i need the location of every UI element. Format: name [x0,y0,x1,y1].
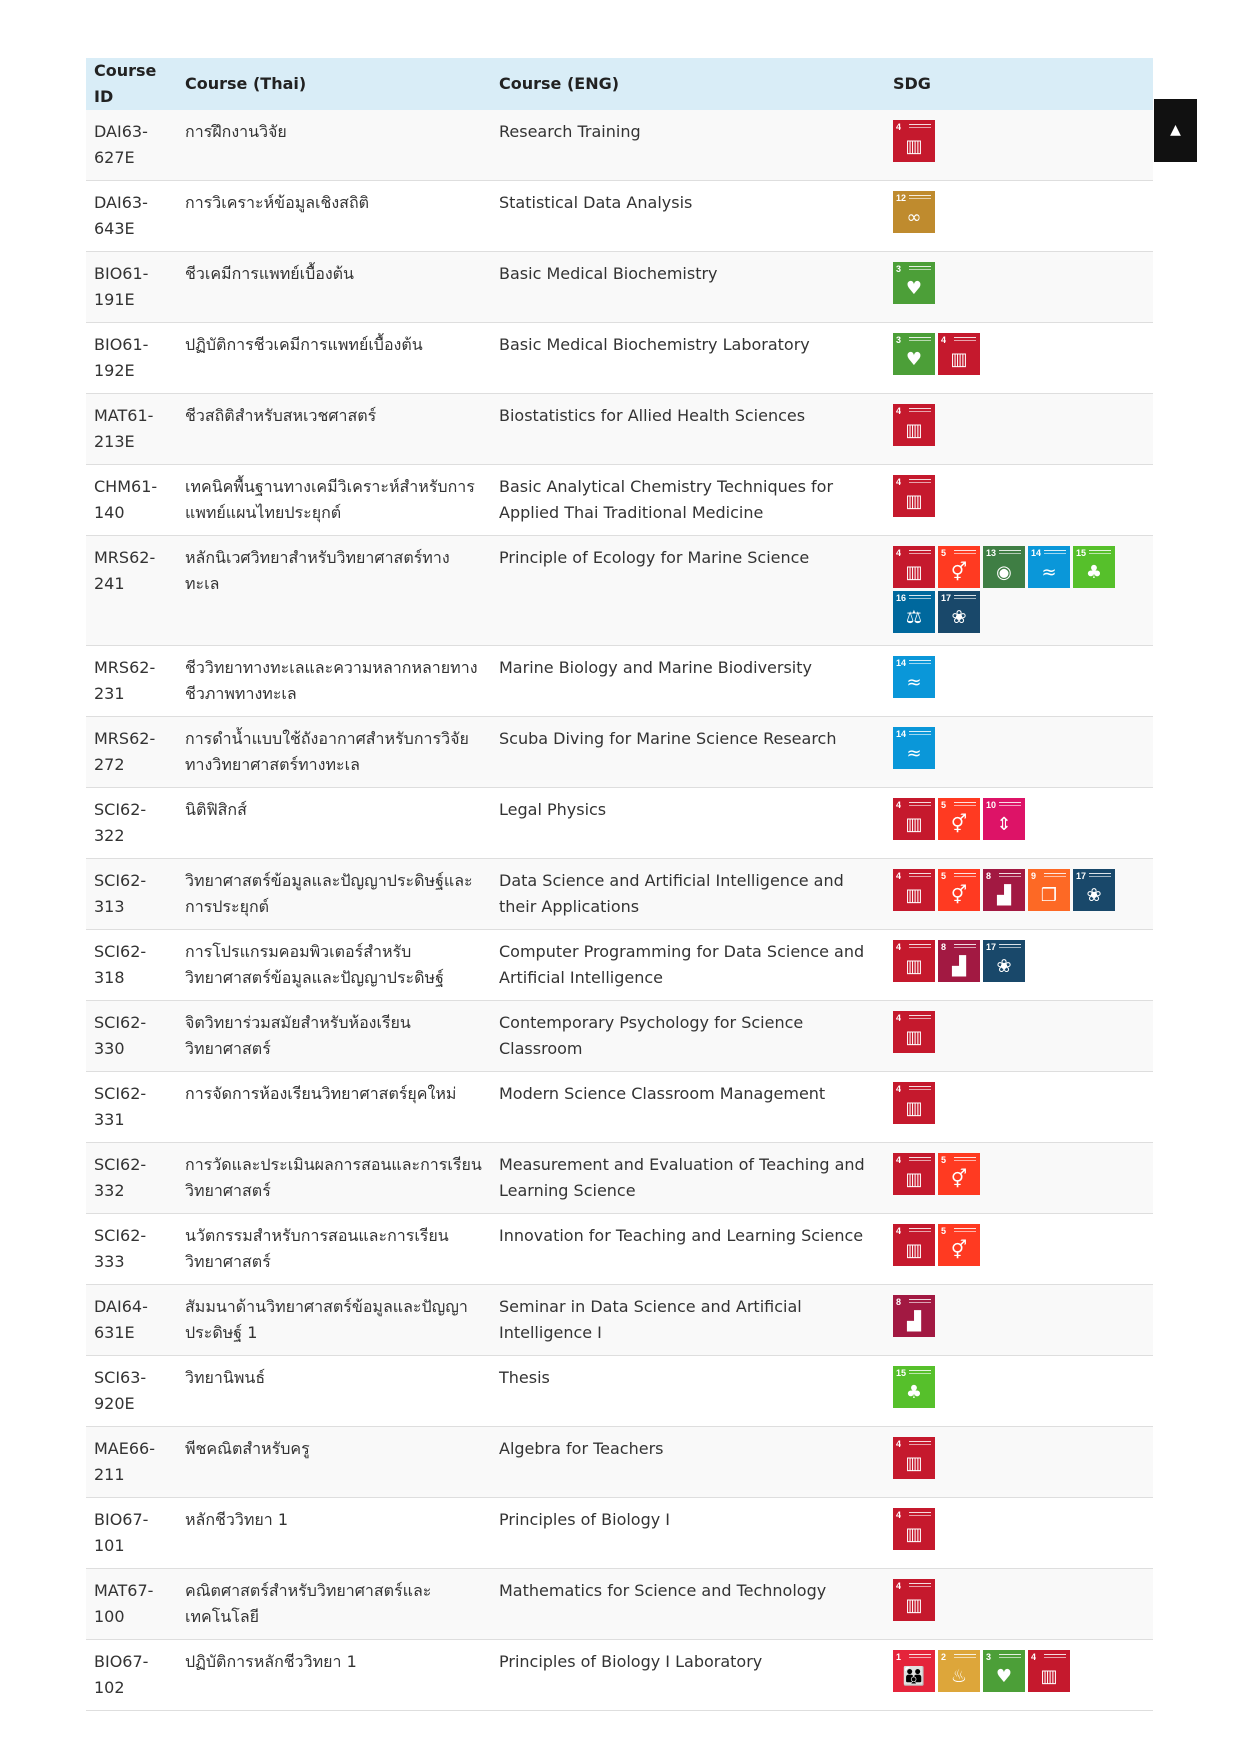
table-row [86,859,1153,930]
sdg-number: 8 [896,1297,902,1307]
sdg-number: 4 [896,871,902,881]
sdg-4-book-pencil-icon [893,1579,935,1621]
table-row [86,1640,1153,1711]
gender-equality-icon: ⚥ [950,562,968,583]
growth-chart-icon: ▟ [997,885,1011,906]
table-row [86,646,1153,717]
bowl-icon: ♨ [950,1666,968,1687]
sdg-number: 8 [941,942,947,952]
course-id-cell: DAI63-643E [86,181,177,252]
course-id-cell: MRS62-231 [86,646,177,717]
table-row [86,252,1153,323]
sdg-5-gender-equality-icon [938,546,980,588]
course-thai-cell: จิตวิทยาร่วมสมัยสำหรับห้องเรียนวิทยาศาสตร์ [177,1001,491,1072]
sdg-3-heartbeat-icon [983,1650,1025,1692]
sdg-caption-lines [999,873,1021,877]
gender-equality-icon: ⚥ [950,885,968,906]
growth-chart-icon: ▟ [952,956,966,977]
sdg-12-infinity-icon [893,191,935,233]
course-thai-cell: ชีววิทยาทางทะเลและความหลากหลายทางชีวภาพทางทะเล [177,646,491,717]
book-pencil-icon: ▥ [905,136,923,157]
eye-globe-icon: ◉ [996,562,1012,583]
sdg-number: 4 [1031,1652,1037,1662]
sdg-8-growth-chart-icon [983,869,1025,911]
courses-table [86,58,1153,1711]
sdg-number: 4 [896,1439,902,1449]
sdg-icons-cell [885,1143,1153,1214]
sdg-icons-cell [885,1072,1153,1143]
course-eng-cell: Data Science and Artificial Intelligence and their Applications [491,859,885,930]
sdg-icons-cell [885,110,1153,181]
course-id-cell: MRS62-272 [86,717,177,788]
table-row [86,788,1153,859]
header-course-id: Course ID [86,58,177,110]
sdg-caption-lines [999,550,1021,554]
sdg-5-gender-equality-icon [938,1224,980,1266]
sdg-3-heartbeat-icon [893,333,935,375]
sdg-15-tree-bird-icon [893,1366,935,1408]
sdg-caption-lines [1044,550,1066,554]
course-thai-cell: การดำน้ำแบบใช้ถังอากาศสำหรับการวิจัยทางวิทยาศาสตร์ทางทะเล [177,717,491,788]
sdg-number: 14 [896,729,907,739]
course-thai-cell: การโปรแกรมคอมพิวเตอร์สำหรับวิทยาศาสตร์ข้อมูลและปัญญาประดิษฐ์ [177,930,491,1001]
sdg-4-book-pencil-icon [893,1082,935,1124]
book-pencil-icon: ▥ [905,1453,923,1474]
course-id-cell: DAI63-627E [86,110,177,181]
table-row [86,181,1153,252]
course-eng-cell: Basic Medical Biochemistry [491,252,885,323]
course-id-cell: MAE66-211 [86,1427,177,1498]
sdg-icons-cell [885,788,1153,859]
table-header [86,58,1153,110]
sdg-caption-lines [909,1441,931,1445]
scroll-to-top-button[interactable] [1154,99,1197,162]
sdg-number: 5 [941,1226,947,1236]
sdg-number: 10 [986,800,997,810]
book-pencil-icon: ▥ [905,1595,923,1616]
sdg-caption-lines [909,408,931,412]
dove-gavel-icon: ⚖ [905,607,923,628]
sdg-caption-lines [954,1654,976,1658]
family-icon: 👪 [902,1666,926,1687]
course-thai-cell: นวัตกรรมสำหรับการสอนและการเรียนวิทยาศาสตร์ [177,1214,491,1285]
sdg-number: 9 [1031,871,1037,881]
rings-icon: ❀ [996,956,1012,977]
course-id-cell: MAT61-213E [86,394,177,465]
chevron-up-icon: ▲ [1170,122,1181,138]
sdg-4-book-pencil-icon [893,1153,935,1195]
table-row [86,110,1153,181]
sdg-number: 4 [896,122,902,132]
sdg-icons-cell [885,646,1153,717]
course-thai-cell: สัมมนาด้านวิทยาศาสตร์ข้อมูลและปัญญาประดิษฐ์ 1 [177,1285,491,1356]
course-eng-cell: Mathematics for Science and Technology [491,1569,885,1640]
course-eng-cell: Thesis [491,1356,885,1427]
sdg-caption-lines [909,1015,931,1019]
sdg-caption-lines [909,337,931,341]
header-course-thai: Course (Thai) [177,58,491,110]
sdg-2-bowl-icon [938,1650,980,1692]
cubes-icon: ❒ [1040,885,1058,906]
header-course-eng: Course (ENG) [491,58,885,110]
sdg-number: 16 [896,593,907,603]
sdg-4-book-pencil-icon [893,869,935,911]
table-body [86,110,1153,1711]
course-eng-cell: Algebra for Teachers [491,1427,885,1498]
sdg-caption-lines [909,802,931,806]
sdg-number: 15 [896,1368,907,1378]
sdg-caption-lines [909,595,931,599]
sdg-number: 12 [896,193,907,203]
sdg-caption-lines [909,731,931,735]
sdg-caption-lines [954,1228,976,1232]
course-id-cell: SCI62-318 [86,930,177,1001]
table-row [86,717,1153,788]
sdg-number: 4 [896,1226,902,1236]
sdg-4-book-pencil-icon [893,120,935,162]
sdg-number: 2 [941,1652,947,1662]
sdg-number: 17 [941,593,952,603]
course-eng-cell: Basic Medical Biochemistry Laboratory [491,323,885,394]
sdg-number: 4 [896,1084,902,1094]
book-pencil-icon: ▥ [950,349,968,370]
sdg-number: 13 [986,548,997,558]
sdg-icons-cell [885,859,1153,930]
course-id-cell: BIO67-101 [86,1498,177,1569]
course-thai-cell: วิทยานิพนธ์ [177,1356,491,1427]
sdg-number: 3 [896,335,902,345]
sdg-caption-lines [909,1370,931,1374]
book-pencil-icon: ▥ [905,420,923,441]
header-row [86,58,1153,110]
sdg-16-dove-gavel-icon [893,591,935,633]
course-thai-cell: การวิเคราะห์ข้อมูลเชิงสถิติ [177,181,491,252]
sdg-number: 15 [1076,548,1087,558]
course-eng-cell: Legal Physics [491,788,885,859]
course-id-cell: CHM61-140 [86,465,177,536]
sdg-3-heartbeat-icon [893,262,935,304]
table-row [86,465,1153,536]
sdg-number: 5 [941,871,947,881]
sdg-caption-lines [999,802,1021,806]
growth-chart-icon: ▟ [907,1311,921,1332]
heartbeat-icon: ♥ [995,1666,1013,1687]
sdg-caption-lines [909,266,931,270]
sdg-number: 14 [1031,548,1042,558]
course-eng-cell: Seminar in Data Science and Artificial Intelligence I [491,1285,885,1356]
sdg-14-fish-icon [893,656,935,698]
sdg-caption-lines [909,1228,931,1232]
sdg-number: 1 [896,1652,902,1662]
sdg-caption-lines [909,944,931,948]
sdg-5-gender-equality-icon [938,1153,980,1195]
course-thai-cell: คณิตศาสตร์สำหรับวิทยาศาสตร์และเทคโนโลยี [177,1569,491,1640]
course-id-cell: SCI62-313 [86,859,177,930]
sdg-caption-lines [954,944,976,948]
sdg-icons-cell [885,1498,1153,1569]
sdg-number: 4 [896,800,902,810]
sdg-5-gender-equality-icon [938,869,980,911]
sdg-icons-cell [885,252,1153,323]
table-row [86,1285,1153,1356]
sdg-icons-cell [885,1214,1153,1285]
sdg-number: 4 [896,548,902,558]
sdg-caption-lines [909,479,931,483]
table-row [86,394,1153,465]
sdg-icons-cell [885,181,1153,252]
course-thai-cell: ปฏิบัติการชีวเคมีการแพทย์เบื้องต้น [177,323,491,394]
sdg-icons-cell [885,536,1153,646]
sdg-caption-lines [909,1654,931,1658]
sdg-number: 4 [941,335,947,345]
course-thai-cell: พีชคณิตสำหรับครู [177,1427,491,1498]
table-row [86,1072,1153,1143]
gender-equality-icon: ⚥ [950,1240,968,1261]
fish-icon: ≈ [1041,562,1057,583]
table-row [86,536,1153,646]
sdg-icons-cell [885,1569,1153,1640]
sdg-icons-cell [885,930,1153,1001]
book-pencil-icon: ▥ [905,885,923,906]
sdg-4-book-pencil-icon [893,1437,935,1479]
sdg-17-rings-icon [1073,869,1115,911]
book-pencil-icon: ▥ [905,1027,923,1048]
sdg-caption-lines [1044,873,1066,877]
sdg-icons-cell [885,394,1153,465]
sdg-caption-lines [999,944,1021,948]
sdg-caption-lines [909,873,931,877]
sdg-caption-lines [909,660,931,664]
sdg-caption-lines [909,1299,931,1303]
course-thai-cell: การวัดและประเมินผลการสอนและการเรียนวิทยาศาสตร์ [177,1143,491,1214]
book-pencil-icon: ▥ [905,814,923,835]
course-thai-cell: ชีวสถิติสำหรับสหเวชศาสตร์ [177,394,491,465]
sdg-caption-lines [954,873,976,877]
sdg-caption-lines [954,595,976,599]
gender-equality-icon: ⚥ [950,814,968,835]
course-eng-cell: Principles of Biology I Laboratory [491,1640,885,1711]
sdg-14-fish-icon [893,727,935,769]
course-eng-cell: Principles of Biology I [491,1498,885,1569]
fish-icon: ≈ [906,672,922,693]
sdg-10-equality-arrows-icon [983,798,1025,840]
sdg-caption-lines [1089,550,1111,554]
sdg-4-book-pencil-icon [893,940,935,982]
course-id-cell: BIO61-191E [86,252,177,323]
sdg-4-book-pencil-icon [893,1011,935,1053]
sdg-icons-cell [885,1285,1153,1356]
sdg-icons-cell [885,323,1153,394]
sdg-4-book-pencil-icon [1028,1650,1070,1692]
sdg-caption-lines [1089,873,1111,877]
sdg-number: 4 [896,1581,902,1591]
sdg-1-family-icon [893,1650,935,1692]
sdg-number: 5 [941,1155,947,1165]
sdg-number: 8 [986,871,992,881]
course-eng-cell: Measurement and Evaluation of Teaching and Learning Science [491,1143,885,1214]
table-row [86,930,1153,1001]
heartbeat-icon: ♥ [905,278,923,299]
table-row [86,1143,1153,1214]
gender-equality-icon: ⚥ [950,1169,968,1190]
book-pencil-icon: ▥ [905,1524,923,1545]
sdg-number: 4 [896,1510,902,1520]
book-pencil-icon: ▥ [905,562,923,583]
book-pencil-icon: ▥ [905,1098,923,1119]
sdg-4-book-pencil-icon [893,404,935,446]
course-eng-cell: Marine Biology and Marine Biodiversity [491,646,885,717]
course-thai-cell: เทคนิคพื้นฐานทางเคมีวิเคราะห์สำหรับการแพทย์แผนไทยประยุกต์ [177,465,491,536]
rings-icon: ❀ [1086,885,1102,906]
book-pencil-icon: ▥ [905,1240,923,1261]
table-row [86,1214,1153,1285]
sdg-number: 5 [941,800,947,810]
course-eng-cell: Principle of Ecology for Marine Science [491,536,885,646]
sdg-number: 3 [986,1652,992,1662]
course-eng-cell: Biostatistics for Allied Health Sciences [491,394,885,465]
course-id-cell: SCI62-330 [86,1001,177,1072]
table-row [86,1001,1153,1072]
sdg-caption-lines [1044,1654,1066,1658]
infinity-icon: ∞ [906,207,922,228]
sdg-8-growth-chart-icon [938,940,980,982]
sdg-13-eye-globe-icon [983,546,1025,588]
table-row [86,323,1153,394]
course-thai-cell: ปฏิบัติการหลักชีววิทยา 1 [177,1640,491,1711]
sdg-number: 14 [896,658,907,668]
sdg-caption-lines [999,1654,1021,1658]
sdg-4-book-pencil-icon [893,1508,935,1550]
course-eng-cell: Contemporary Psychology for Science Classroom [491,1001,885,1072]
sdg-caption-lines [954,802,976,806]
sdg-caption-lines [909,1583,931,1587]
table-row [86,1356,1153,1427]
sdg-number: 4 [896,942,902,952]
course-thai-cell: ชีวเคมีการแพทย์เบื้องต้น [177,252,491,323]
sdg-number: 4 [896,406,902,416]
course-id-cell: BIO61-192E [86,323,177,394]
sdg-14-fish-icon [1028,546,1070,588]
tree-bird-icon: ♣ [905,1382,923,1403]
sdg-4-book-pencil-icon [893,546,935,588]
sdg-4-book-pencil-icon [893,798,935,840]
sdg-number: 17 [1076,871,1087,881]
sdg-icons-cell [885,1356,1153,1427]
course-eng-cell: Basic Analytical Chemistry Techniques for Applied Thai Traditional Medicine [491,465,885,536]
sdg-caption-lines [909,550,931,554]
sdg-4-book-pencil-icon [893,1224,935,1266]
sdg-icons-cell [885,717,1153,788]
sdg-caption-lines [909,195,931,199]
course-eng-cell: Statistical Data Analysis [491,181,885,252]
sdg-caption-lines [954,337,976,341]
course-thai-cell: วิทยาศาสตร์ข้อมูลและปัญญาประดิษฐ์และการประยุกต์ [177,859,491,930]
sdg-icons-cell [885,465,1153,536]
tree-bird-icon: ♣ [1085,562,1103,583]
course-id-cell: SCI63-920E [86,1356,177,1427]
sdg-number: 4 [896,477,902,487]
course-thai-cell: การฝึกงานวิจัย [177,110,491,181]
course-id-cell: MAT67-100 [86,1569,177,1640]
sdg-caption-lines [909,1512,931,1516]
sdg-8-growth-chart-icon [893,1295,935,1337]
book-pencil-icon: ▥ [905,1169,923,1190]
course-id-cell: SCI62-322 [86,788,177,859]
course-id-cell: SCI62-333 [86,1214,177,1285]
sdg-9-cubes-icon [1028,869,1070,911]
sdg-number: 3 [896,264,902,274]
table-row [86,1427,1153,1498]
course-id-cell: SCI62-331 [86,1072,177,1143]
course-id-cell: MRS62-241 [86,536,177,646]
course-thai-cell: นิติฟิสิกส์ [177,788,491,859]
sdg-number: 17 [986,942,997,952]
course-thai-cell: การจัดการห้องเรียนวิทยาศาสตร์ยุคใหม่ [177,1072,491,1143]
sdg-4-book-pencil-icon [938,333,980,375]
heartbeat-icon: ♥ [905,349,923,370]
table-row [86,1498,1153,1569]
book-pencil-icon: ▥ [905,956,923,977]
sdg-caption-lines [954,550,976,554]
course-eng-cell: Innovation for Teaching and Learning Science [491,1214,885,1285]
sdg-caption-lines [909,1086,931,1090]
course-eng-cell: Research Training [491,110,885,181]
course-id-cell: SCI62-332 [86,1143,177,1214]
sdg-icons-cell [885,1640,1153,1711]
course-eng-cell: Computer Programming for Data Science and Artificial Intelligence [491,930,885,1001]
sdg-caption-lines [909,1157,931,1161]
header-sdg: SDG [885,58,1153,110]
sdg-number: 4 [896,1155,902,1165]
course-thai-cell: หลักนิเวศวิทยาสำหรับวิทยาศาสตร์ทางทะเล [177,536,491,646]
sdg-number: 5 [941,548,947,558]
book-pencil-icon: ▥ [1040,1666,1058,1687]
equality-arrows-icon: ⇕ [996,814,1012,835]
rings-icon: ❀ [951,607,967,628]
sdg-17-rings-icon [983,940,1025,982]
course-id-cell: BIO67-102 [86,1640,177,1711]
sdg-caption-lines [909,124,931,128]
sdg-caption-lines [954,1157,976,1161]
fish-icon: ≈ [906,743,922,764]
course-thai-cell: หลักชีววิทยา 1 [177,1498,491,1569]
sdg-15-tree-bird-icon [1073,546,1115,588]
course-eng-cell: Scuba Diving for Marine Science Research [491,717,885,788]
sdg-5-gender-equality-icon [938,798,980,840]
course-id-cell: DAI64-631E [86,1285,177,1356]
sdg-icons-cell [885,1427,1153,1498]
sdg-4-book-pencil-icon [893,475,935,517]
table-row [86,1569,1153,1640]
book-pencil-icon: ▥ [905,491,923,512]
sdg-icons-cell [885,1001,1153,1072]
sdg-17-rings-icon [938,591,980,633]
sdg-number: 4 [896,1013,902,1023]
course-eng-cell: Modern Science Classroom Management [491,1072,885,1143]
